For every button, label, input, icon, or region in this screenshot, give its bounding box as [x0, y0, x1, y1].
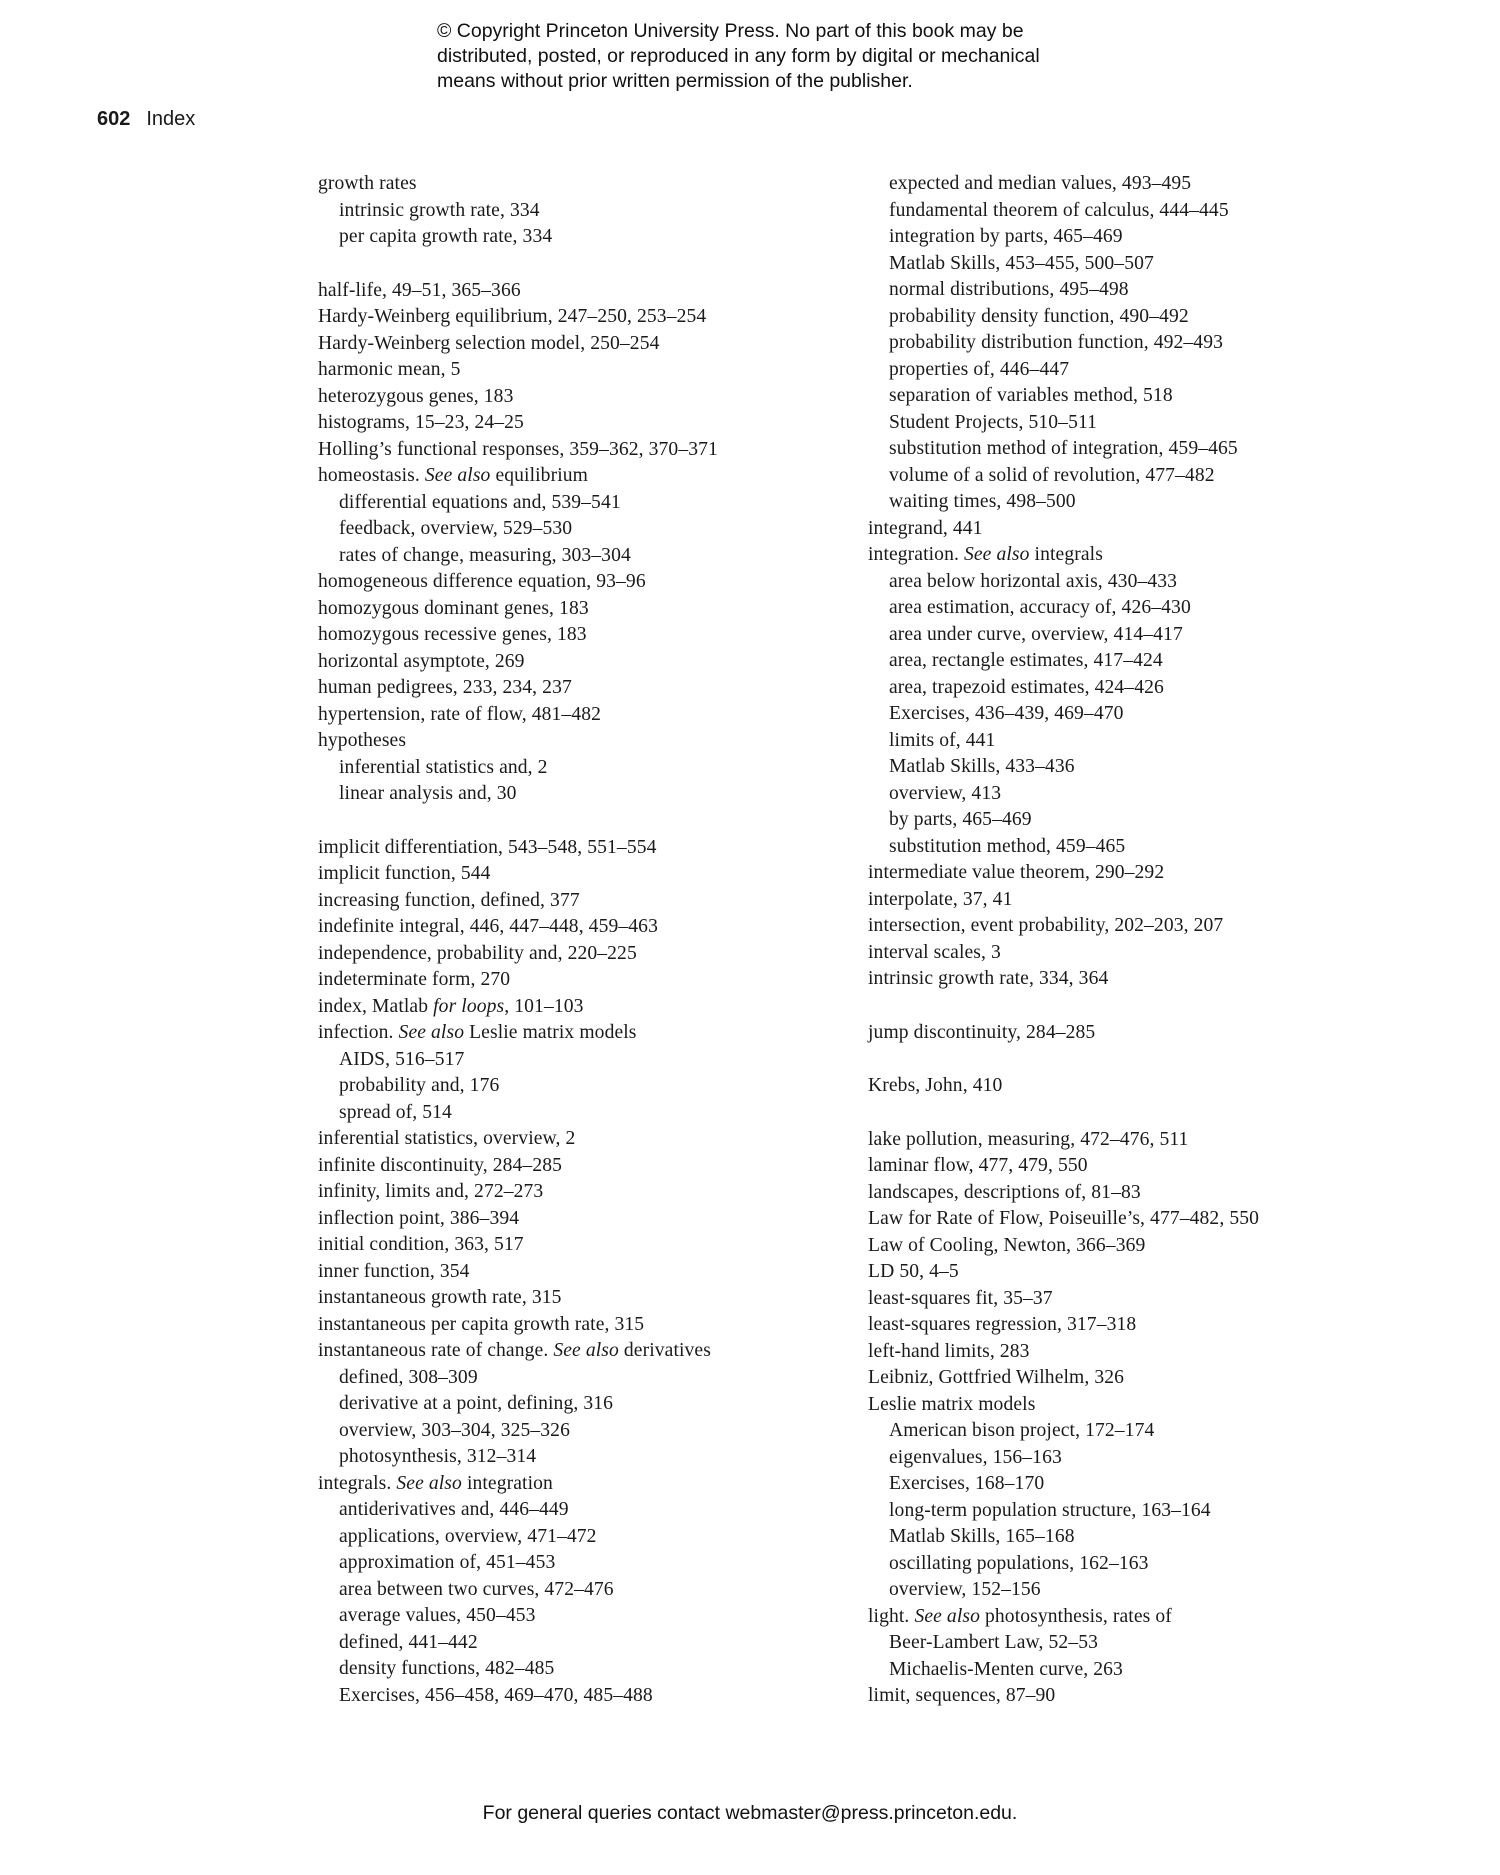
index-entry [318, 569, 858, 596]
index-entry [868, 887, 1408, 914]
entry-text: implicit differentiation, 543–548, 551–554 [318, 836, 657, 858]
entry-text: inner function, 354 [318, 1260, 470, 1282]
index-subentry [318, 516, 858, 543]
entry-text: inflection point, 386–394 [318, 1207, 520, 1229]
entry-text: linear analysis and, 30 [339, 783, 517, 804]
entry-text: expected and median values, 493–495 [889, 173, 1192, 194]
reference-target: derivatives [623, 1340, 711, 1361]
entry-text: Matlab Skills, 433–436 [889, 756, 1075, 777]
entry-text: integrals. [318, 1472, 392, 1494]
index-subentry [868, 1498, 1408, 1525]
cross-reference: See also [398, 1022, 465, 1043]
index-entry [868, 1233, 1408, 1260]
index-entry [318, 967, 858, 994]
index-entry [318, 1471, 858, 1498]
entry-text: by parts, 465–469 [889, 809, 1032, 830]
entry-text: instantaneous per capita growth rate, 315 [318, 1313, 645, 1335]
index-subentry [868, 436, 1408, 463]
entry-text: harmonic mean, 5 [318, 359, 461, 380]
entry-text: volume of a solid of revolution, 477–482 [889, 464, 1215, 486]
entry-text: properties of, 446–447 [889, 358, 1070, 380]
entry-text: area, trapezoid estimates, 424–426 [889, 676, 1164, 698]
cross-reference: See also [553, 1340, 619, 1361]
index-entry [868, 1339, 1408, 1366]
entry-text: implicit function, 544 [318, 863, 491, 884]
entry-text: homozygous dominant genes, 183 [318, 597, 589, 619]
index-column-right [868, 171, 1408, 1710]
index-subentry [318, 781, 858, 808]
index-subentry [868, 1657, 1408, 1684]
index-subentry [318, 490, 858, 517]
index-subentry [868, 622, 1408, 649]
index-subentry [318, 1577, 858, 1604]
entry-text: integration. [868, 544, 959, 565]
index-subentry [318, 1683, 858, 1710]
page-number: 602 [97, 108, 131, 130]
entry-text: limits of, 441 [889, 729, 996, 751]
index-entry [318, 331, 858, 358]
entry-text: landscapes, descriptions of, 81–83 [868, 1181, 1141, 1203]
index-subentry [868, 330, 1408, 357]
section-title: Index [146, 108, 196, 130]
entry-text: growth rates [318, 173, 417, 194]
entry-text: Law of Cooling, Newton, 366–369 [868, 1234, 1146, 1256]
index-entry [868, 1365, 1408, 1392]
reference-target: , 101–103 [504, 995, 584, 1017]
index-subentry [318, 1444, 858, 1471]
index-entry [868, 1153, 1408, 1180]
entry-text: Leibniz, Gottfried Wilhelm, 326 [868, 1367, 1125, 1388]
entry-text: integrand, 441 [868, 517, 983, 539]
index-subentry [318, 1418, 858, 1445]
index-subentry [868, 383, 1408, 410]
entry-text: jump discontinuity, 284–285 [868, 1021, 1096, 1043]
index-entry [318, 1232, 858, 1259]
reference-target: photosynthesis, rates of [985, 1605, 1172, 1627]
index-entry [318, 596, 858, 623]
index-subentry [868, 463, 1408, 490]
entry-text: independence, probability and, 220–225 [318, 942, 637, 964]
index-entry [318, 437, 858, 464]
entry-text: American bison project, 172–174 [889, 1420, 1155, 1441]
entry-text: Matlab Skills, 453–455, 500–507 [889, 252, 1154, 274]
index-subentry [868, 410, 1408, 437]
entry-text: Hardy-Weinberg equilibrium, 247–250, 253–254 [318, 306, 707, 327]
index-entry [868, 966, 1408, 993]
index-entry [318, 1020, 858, 1047]
index-subentry [868, 489, 1408, 516]
index-entry [318, 1179, 858, 1206]
entry-text: AIDS, 516–517 [339, 1048, 465, 1070]
index-entry [318, 1153, 858, 1180]
index-entry [318, 649, 858, 676]
index-subentry [318, 1524, 858, 1551]
entry-text: indeterminate form, 270 [318, 969, 511, 990]
entry-text: indefinite integral, 446, 447–448, 459–463 [318, 916, 658, 937]
index-entry [318, 622, 858, 649]
index-entry [868, 1259, 1408, 1286]
index-subentry [318, 1630, 858, 1657]
entry-text: Exercises, 436–439, 469–470 [889, 703, 1124, 724]
index-subentry [868, 1577, 1408, 1604]
entry-text: Matlab Skills, 165–168 [889, 1526, 1075, 1547]
entry-text: Hardy-Weinberg selection model, 250–254 [318, 332, 660, 354]
index-entry [868, 860, 1408, 887]
entry-text: photosynthesis, 312–314 [339, 1446, 537, 1467]
index-entry [318, 888, 858, 915]
index-entry [868, 1073, 1408, 1100]
index-subentry [318, 1391, 858, 1418]
index-entry [868, 516, 1408, 543]
entry-text: lake pollution, measuring, 472–476, 511 [868, 1128, 1189, 1150]
entry-text: least-squares regression, 317–318 [868, 1314, 1137, 1335]
index-entry [868, 1180, 1408, 1207]
entry-text: average values, 450–453 [339, 1605, 536, 1626]
entry-text: limit, sequences, 87–90 [868, 1685, 1056, 1706]
entry-text: waiting times, 498–500 [889, 491, 1076, 512]
index-entry [868, 1392, 1408, 1419]
cross-reference: See also [963, 544, 1030, 565]
index-subentry [318, 1365, 858, 1392]
entry-text: density functions, 482–485 [339, 1658, 555, 1679]
entry-text: approximation of, 451–453 [339, 1552, 556, 1573]
index-subentry [868, 1630, 1408, 1657]
index-entry [318, 728, 858, 755]
index-entry [318, 410, 858, 437]
index-entry [868, 1683, 1408, 1710]
index-subentry [868, 251, 1408, 278]
entry-text: eigenvalues, 156–163 [889, 1446, 1062, 1468]
entry-text: initial condition, 363, 517 [318, 1234, 524, 1255]
reference-target: Leslie matrix models [469, 1022, 637, 1043]
index-subentry [868, 807, 1408, 834]
index-subentry [868, 728, 1408, 755]
entry-text: laminar flow, 477, 479, 550 [868, 1155, 1088, 1176]
entry-text: instantaneous rate of change. [318, 1340, 549, 1361]
entry-text: probability distribution function, 492–493 [889, 332, 1224, 353]
entry-text: defined, 308–309 [339, 1366, 478, 1388]
entry-text: infection. [318, 1022, 394, 1043]
entry-text: homeostasis. [318, 465, 420, 486]
entry-text: infinite discontinuity, 284–285 [318, 1154, 563, 1176]
index-subentry [868, 171, 1408, 198]
cross-reference: See also [396, 1472, 462, 1494]
index-entry [868, 1020, 1408, 1047]
entry-text: applications, overview, 471–472 [339, 1525, 597, 1547]
index-subentry [868, 1445, 1408, 1472]
entry-text: intermediate value theorem, 290–292 [868, 862, 1165, 883]
reference-target: equilibrium [495, 465, 588, 486]
index-subentry [318, 1073, 858, 1100]
entry-text: overview, 303–304, 325–326 [339, 1419, 570, 1441]
entry-text: probability and, 176 [339, 1075, 500, 1096]
copyright-line: © Copyright Princeton University Press. No part of this book may be [437, 20, 1024, 42]
entry-text: Holling’s functional responses, 359–362, 370–371 [318, 438, 718, 460]
entry-text: derivative at a point, defining, 316 [339, 1393, 614, 1414]
index-entry [318, 1259, 858, 1286]
entry-text: LD 50, 4–5 [868, 1261, 959, 1282]
index-entry [318, 278, 858, 305]
index-subentry [868, 595, 1408, 622]
index-subentry [868, 224, 1408, 251]
index-subentry [318, 1603, 858, 1630]
copyright-notice [437, 19, 1137, 94]
entry-text: intersection, event probability, 202–203, 207 [868, 915, 1224, 936]
entry-text: long-term population structure, 163–164 [889, 1499, 1211, 1521]
index-subentry [318, 755, 858, 782]
entry-text: Leslie matrix models [868, 1393, 1036, 1415]
index-entry [318, 463, 858, 490]
entry-text: spread of, 514 [339, 1101, 452, 1123]
index-subentry [868, 277, 1408, 304]
index-entry [868, 1206, 1408, 1233]
index-entry [868, 1286, 1408, 1313]
index-entry [318, 702, 858, 729]
index-entry [318, 941, 858, 968]
index-entry [868, 542, 1408, 569]
index-entry [868, 1127, 1408, 1154]
index-entry [318, 914, 858, 941]
index-subentry [868, 834, 1408, 861]
index-entry [318, 1338, 858, 1365]
entry-text: area under curve, overview, 414–417 [889, 623, 1183, 645]
reference-target: integration [466, 1472, 553, 1494]
index-entry [318, 1312, 858, 1339]
entry-text: integration by parts, 465–469 [889, 226, 1123, 247]
index-subentry [318, 1047, 858, 1074]
entry-text: intrinsic growth rate, 334 [339, 199, 540, 221]
entry-text: fundamental theorem of calculus, 444–445 [889, 199, 1229, 221]
copyright-line: distributed, posted, or reproduced in any form by digital or mechanical [437, 45, 1040, 67]
entry-text: normal distributions, 495–498 [889, 279, 1129, 300]
entry-text: inferential statistics, overview, 2 [318, 1128, 576, 1149]
entry-text: separation of variables method, 518 [889, 385, 1173, 406]
index-subentry [318, 1550, 858, 1577]
entry-text: heterozygous genes, 183 [318, 385, 514, 407]
entry-text: Exercises, 456–458, 469–470, 485–488 [339, 1684, 653, 1706]
index-subentry [868, 357, 1408, 384]
index-subentry [868, 569, 1408, 596]
index-entry [868, 913, 1408, 940]
entry-text: inferential statistics and, 2 [339, 756, 548, 778]
entry-text: area below horizontal axis, 430–433 [889, 570, 1178, 592]
index-subentry [318, 543, 858, 570]
entry-text: probability density function, 490–492 [889, 305, 1189, 327]
entry-text: least-squares fit, 35–37 [868, 1287, 1053, 1309]
index-entry [318, 171, 858, 198]
index-entry [318, 1285, 858, 1312]
index-subentry [868, 1524, 1408, 1551]
entry-text: oscillating populations, 162–163 [889, 1552, 1149, 1574]
entry-text: substitution method, 459–465 [889, 835, 1126, 857]
entry-text: left-hand limits, 283 [868, 1340, 1030, 1362]
index-entry [868, 1604, 1408, 1631]
copyright-line: means without prior written permission of the publisher. [437, 70, 913, 92]
cross-reference: See also [424, 465, 491, 486]
entry-text: feedback, overview, 529–530 [339, 518, 573, 539]
entry-text: overview, 413 [889, 782, 1002, 804]
entry-text: half-life, 49–51, 365–366 [318, 279, 521, 301]
index-subentry [868, 198, 1408, 225]
index-subentry [868, 701, 1408, 728]
footer-contact: For general queries contact webmaster@press.princeton.edu. [482, 1802, 1018, 1824]
index-subentry [868, 648, 1408, 675]
entry-text: index, Matlab [318, 995, 429, 1017]
index-subentry [868, 304, 1408, 331]
entry-text: Student Projects, 510–511 [889, 411, 1098, 433]
index-entry [318, 994, 858, 1021]
index-subentry [868, 781, 1408, 808]
index-subentry [868, 754, 1408, 781]
entry-text: Krebs, John, 410 [868, 1075, 1003, 1096]
running-head [97, 108, 195, 131]
entry-text: area between two curves, 472–476 [339, 1578, 614, 1600]
entry-text: homogeneous difference equation, 93–96 [318, 571, 646, 592]
entry-text: human pedigrees, 233, 234, 237 [318, 677, 572, 698]
entry-text: per capita growth rate, 334 [339, 226, 553, 247]
entry-text: area estimation, accuracy of, 426–430 [889, 597, 1191, 618]
entry-text: light. [868, 1605, 910, 1627]
index-subentry [318, 198, 858, 225]
entry-text: intrinsic growth rate, 334, 364 [868, 968, 1109, 989]
index-subentry [318, 224, 858, 251]
index-entry [318, 675, 858, 702]
entry-text: defined, 441–442 [339, 1631, 478, 1653]
index-entry [318, 1126, 858, 1153]
entry-text: differential equations and, 539–541 [339, 491, 621, 513]
index-entry [318, 357, 858, 384]
index-entry [318, 304, 858, 331]
cross-reference: for loops [433, 995, 505, 1017]
entry-text: Michaelis-Menten curve, 263 [889, 1658, 1123, 1680]
entry-text: instantaneous growth rate, 315 [318, 1287, 562, 1308]
index-entry [318, 861, 858, 888]
entry-text: infinity, limits and, 272–273 [318, 1181, 544, 1202]
entry-text: area, rectangle estimates, 417–424 [889, 650, 1163, 671]
index-column-left [318, 171, 858, 1709]
entry-text: Law for Rate of Flow, Poiseuille’s, 477–482, 550 [868, 1208, 1260, 1229]
cross-reference: See also [914, 1605, 980, 1627]
index-entry [318, 384, 858, 411]
index-subentry [868, 1551, 1408, 1578]
index-entry [318, 835, 858, 862]
index-subentry [318, 1497, 858, 1524]
entry-text: homozygous recessive genes, 183 [318, 624, 587, 645]
entry-text: histograms, 15–23, 24–25 [318, 412, 524, 433]
entry-text: horizontal asymptote, 269 [318, 650, 525, 672]
entry-text: rates of change, measuring, 303–304 [339, 544, 631, 566]
index-subentry [868, 675, 1408, 702]
index-entry [868, 1312, 1408, 1339]
index-subentry [318, 1100, 858, 1127]
entry-text: interval scales, 3 [868, 941, 1001, 963]
index-entry [318, 1206, 858, 1233]
entry-text: antiderivatives and, 446–449 [339, 1499, 569, 1520]
index-subentry [868, 1418, 1408, 1445]
entry-text: hypertension, rate of flow, 481–482 [318, 703, 602, 725]
entry-text: substitution method of integration, 459–465 [889, 438, 1238, 459]
reference-target: integrals [1034, 544, 1103, 565]
entry-text: increasing function, defined, 377 [318, 889, 580, 911]
entry-text: interpolate, 37, 41 [868, 888, 1013, 910]
entry-text: Exercises, 168–170 [889, 1473, 1045, 1494]
index-subentry [868, 1471, 1408, 1498]
entry-text: Beer-Lambert Law, 52–53 [889, 1632, 1099, 1653]
index-subentry [318, 1656, 858, 1683]
entry-text: overview, 152–156 [889, 1579, 1041, 1600]
index-entry [868, 940, 1408, 967]
entry-text: hypotheses [318, 730, 407, 751]
